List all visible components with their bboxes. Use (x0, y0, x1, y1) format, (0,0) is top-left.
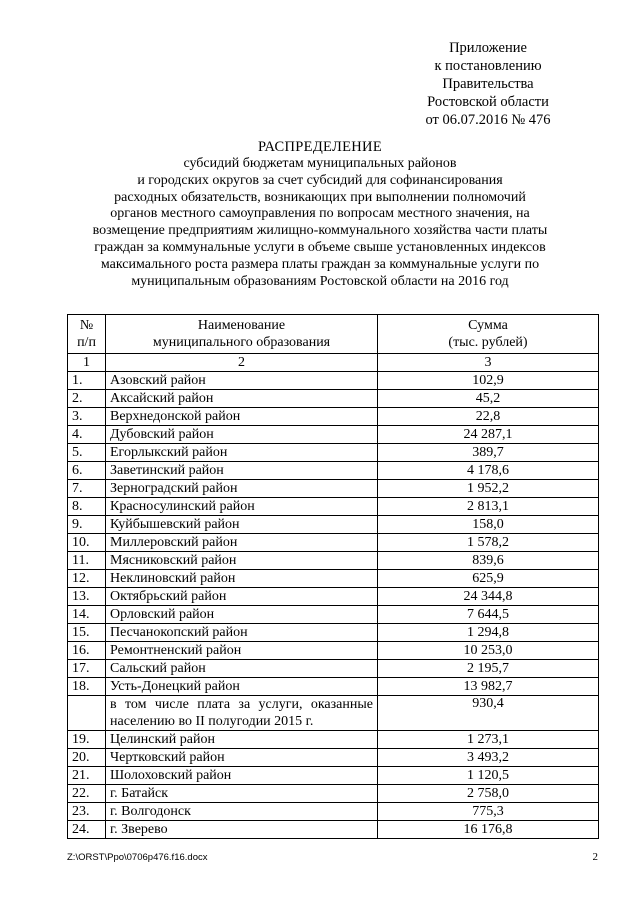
table-row (68, 803, 599, 821)
table-row (68, 731, 599, 749)
column-index: 2 (106, 354, 378, 372)
row-sum: 10 253,0 (378, 642, 599, 660)
row-name: Азовский район (106, 372, 378, 390)
row-name: Октябрьский район (106, 588, 378, 606)
table-row (68, 821, 599, 839)
row-name: Песчанокопский район (106, 624, 378, 642)
document-heading (60, 138, 580, 290)
row-name: Куйбышевский район (106, 516, 378, 534)
appendix-line: Ростовской области (427, 94, 549, 110)
row-sum: 775,3 (378, 803, 599, 821)
row-name: г. Зверево (106, 821, 378, 839)
table-row (68, 606, 599, 624)
footer-page-number: 2 (592, 851, 598, 863)
row-name: Орловский район (106, 606, 378, 624)
table-row (68, 642, 599, 660)
row-number: 12. (68, 570, 106, 588)
row-name: Миллеровский район (106, 534, 378, 552)
row-sum: 4 178,6 (378, 462, 599, 480)
table-row (68, 462, 599, 480)
row-sum: 1 952,2 (378, 480, 599, 498)
row-number (68, 696, 106, 731)
note-line: в том числе плата за услуги, оказанные (110, 697, 373, 712)
header-name-line1: Наименование (197, 318, 286, 333)
row-sum: 1 294,8 (378, 624, 599, 642)
appendix-line: от 06.07.2016 № 476 (425, 112, 551, 128)
row-number: 23. (68, 803, 106, 821)
row-number: 20. (68, 749, 106, 767)
column-index-row (68, 354, 599, 372)
row-number: 14. (68, 606, 106, 624)
row-sum: 930,4 (378, 696, 599, 731)
appendix-line: Приложение (449, 40, 527, 56)
table-row (68, 570, 599, 588)
table-row (68, 516, 599, 534)
table-row (68, 426, 599, 444)
row-number: 24. (68, 821, 106, 839)
table-row (68, 534, 599, 552)
row-number: 18. (68, 678, 106, 696)
table-body (68, 354, 599, 839)
table-row (68, 678, 599, 696)
row-number: 21. (68, 767, 106, 785)
table-row (68, 624, 599, 642)
appendix-block (413, 39, 563, 129)
row-sum: 2 813,1 (378, 498, 599, 516)
row-number: 16. (68, 642, 106, 660)
table-row (68, 767, 599, 785)
heading-line: граждан за коммунальные услуги в объеме свыше установленных индексов (94, 239, 546, 255)
row-name: Дубовский район (106, 426, 378, 444)
row-number: 1. (68, 372, 106, 390)
heading-line: муниципальным образованиям Ростовской области на 2016 год (131, 273, 509, 289)
row-number: 10. (68, 534, 106, 552)
row-number: 11. (68, 552, 106, 570)
header-num-line1: № (79, 318, 94, 333)
footer-file-path: Z:\ORST\Ppo\0706p476.f16.docx (67, 852, 208, 863)
row-number: 5. (68, 444, 106, 462)
table-row (68, 660, 599, 678)
header-num-line2: п/п (77, 335, 96, 350)
row-name: Мясниковский район (106, 552, 378, 570)
row-name: Ремонтненский район (106, 642, 378, 660)
header-num (68, 315, 106, 354)
table-row-note (68, 696, 599, 731)
column-index: 3 (378, 354, 599, 372)
heading-line: возмещение предприятиям жилищно-коммунального хозяйства части платы (92, 223, 548, 239)
header-sum (378, 315, 599, 354)
heading-line: органов местного самоуправления по вопросам местного значения, на (110, 206, 530, 222)
table-row (68, 552, 599, 570)
header-sum-line1: Сумма (468, 318, 508, 333)
row-name: Чертковский район (106, 749, 378, 767)
table-row (68, 498, 599, 516)
table-header-row (68, 315, 599, 354)
table-row (68, 372, 599, 390)
row-name: Верхнедонской район (106, 408, 378, 426)
row-name: Сальский район (106, 660, 378, 678)
row-sum: 839,6 (378, 552, 599, 570)
row-sum: 22,8 (378, 408, 599, 426)
document-title: РАСПРЕДЕЛЕНИЕ (258, 139, 382, 155)
row-number: 2. (68, 390, 106, 408)
row-sum: 3 493,2 (378, 749, 599, 767)
header-name (106, 315, 378, 354)
table-row (68, 480, 599, 498)
row-sum: 16 176,8 (378, 821, 599, 839)
row-name: Аксайский район (106, 390, 378, 408)
row-number: 3. (68, 408, 106, 426)
row-number: 4. (68, 426, 106, 444)
table-row (68, 749, 599, 767)
row-name: Шолоховский район (106, 767, 378, 785)
heading-line: и городских округов за счет субсидий для софинансирования (137, 172, 503, 188)
row-sum: 625,9 (378, 570, 599, 588)
row-name: Зерноградский район (106, 480, 378, 498)
row-name: Заветинский район (106, 462, 378, 480)
row-name: Егорлыкский район (106, 444, 378, 462)
row-sum: 102,9 (378, 372, 599, 390)
row-sum: 24 344,8 (378, 588, 599, 606)
row-number: 17. (68, 660, 106, 678)
distribution-table (67, 314, 599, 839)
appendix-line: к постановлению (434, 58, 542, 74)
row-number: 6. (68, 462, 106, 480)
row-sum: 158,0 (378, 516, 599, 534)
row-number: 19. (68, 731, 106, 749)
row-number: 15. (68, 624, 106, 642)
row-number: 13. (68, 588, 106, 606)
column-index: 1 (68, 354, 106, 372)
row-sum: 389,7 (378, 444, 599, 462)
table-row (68, 444, 599, 462)
heading-line: расходных обязательств, возникающих при выполнении полномочий (114, 189, 526, 205)
table-row (68, 408, 599, 426)
row-sum: 7 644,5 (378, 606, 599, 624)
row-sum: 1 120,5 (378, 767, 599, 785)
row-name: г. Волгодонск (106, 803, 378, 821)
row-number: 22. (68, 785, 106, 803)
row-name: Целинский район (106, 731, 378, 749)
note-line: населению во II полугодии 2015 г. (110, 714, 314, 729)
row-number: 8. (68, 498, 106, 516)
row-name: Усть-Донецкий район (106, 678, 378, 696)
row-sum: 2 758,0 (378, 785, 599, 803)
appendix-line: Правительства (442, 76, 534, 92)
table-row (68, 390, 599, 408)
row-note (106, 696, 378, 731)
row-name: г. Батайск (106, 785, 378, 803)
row-name: Красносулинский район (106, 498, 378, 516)
header-name-line2: муниципального образования (152, 335, 331, 350)
heading-line: субсидий бюджетам муниципальных районов (183, 156, 457, 171)
heading-line: максимального роста размера платы граждан за коммунальные услуги по (100, 256, 540, 272)
row-sum: 1 578,2 (378, 534, 599, 552)
table-row (68, 588, 599, 606)
row-sum: 13 982,7 (378, 678, 599, 696)
row-sum: 45,2 (378, 390, 599, 408)
table-row (68, 785, 599, 803)
row-sum: 24 287,1 (378, 426, 599, 444)
row-number: 9. (68, 516, 106, 534)
header-sum-line2: (тыс. рублей) (448, 335, 528, 350)
row-number: 7. (68, 480, 106, 498)
row-name: Неклиновский район (106, 570, 378, 588)
row-sum: 1 273,1 (378, 731, 599, 749)
row-sum: 2 195,7 (378, 660, 599, 678)
